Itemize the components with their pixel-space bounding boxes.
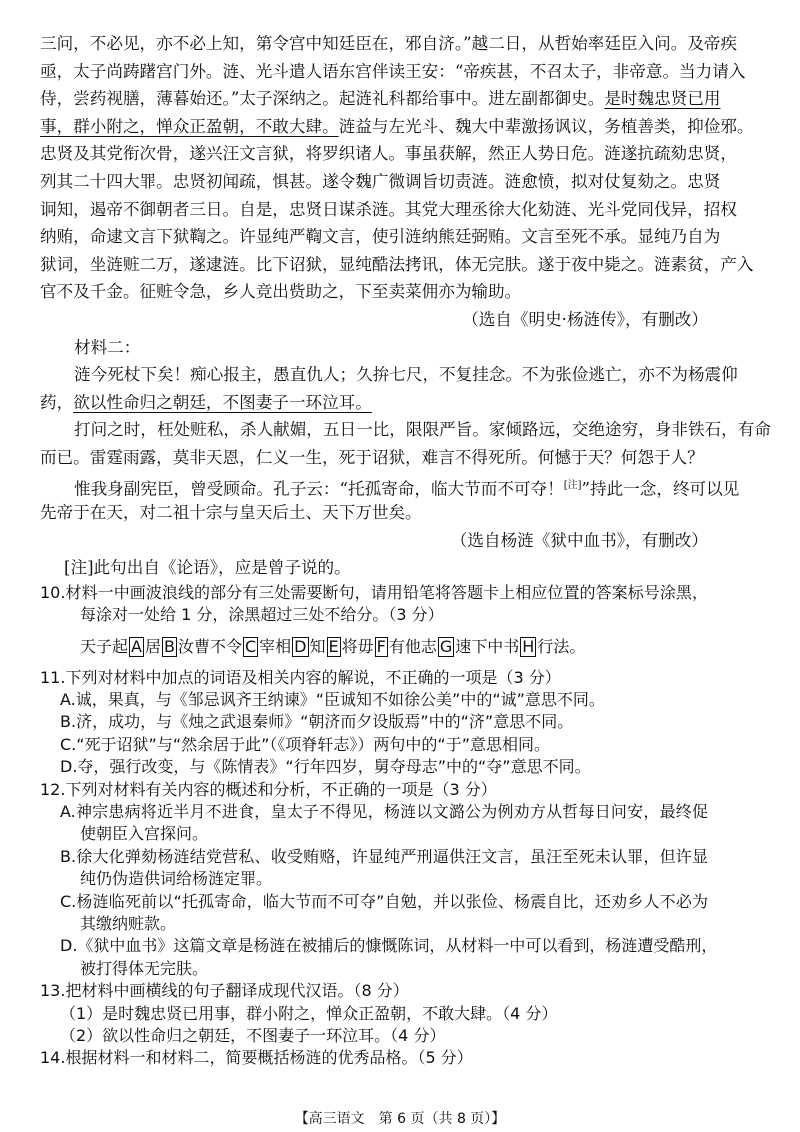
text-segment: 打问之时，枉处赃私，杀人献媚，五日一比，限限严旨。家倾路远，交绝途穷，身非铁石，有命 <box>74 420 771 440</box>
text-line <box>40 444 708 472</box>
q12-stem: 12.下列对材料有关内容的概述和分析，不正确的一项是（3 分） <box>40 779 497 799</box>
q12-option-line: 其缴纳赃款。 <box>80 913 177 933</box>
q10-stem: 10.材料一中画波浪线的部分有三处需要断句，请用铅笔将答题卡上相应位置的答案标号涂黑， <box>40 582 708 602</box>
text-line <box>40 416 771 444</box>
q12-option-line: 使朝臣入宫探问。 <box>80 824 209 844</box>
material-two-paragraph-3-line: 先帝于在天，对二祖十宗与皇天后土、天下万世矣。 <box>40 503 422 523</box>
questions <box>40 582 718 1070</box>
material-two-paragraph-1 <box>40 361 738 416</box>
text-segment: 狱词，坐涟赃二万，遂逮涟。比下诏狱，显纯酷法拷讯，体无完肤。遂于夜中毙之。涟素贫，产入 <box>40 254 754 274</box>
text-segment: 行法。 <box>537 636 586 656</box>
answer-box-A: A <box>131 636 142 656</box>
note-mark: [注] <box>563 479 582 491</box>
q13-item-2: （2）欲以性命归之朝廷，不图妻子一环泣耳。（4 分） <box>60 1025 446 1045</box>
q12-option-line: 纯仍伪造供词给杨涟定罪。 <box>80 869 273 889</box>
text-segment: 侍，尝药视膳，薄暮始还。”太子深纳之。起涟礼科都给事中。进左副都御史。 <box>40 89 605 109</box>
text-segment: 知 <box>309 636 326 656</box>
q12-option-line: 被打得体无完肤。 <box>80 958 209 978</box>
q11-option: C.“死于诏狱”与“然余居于此”（《项脊轩志》）两句中的“于”意思相同。 <box>60 734 550 754</box>
text-line <box>40 196 737 224</box>
text-segment: 将毋 <box>341 636 374 656</box>
material-two-source: （选自杨涟《狱中血书》，有删改） <box>450 530 708 550</box>
text-segment: 涟益与左光斗、魏大中辈激扬讽议，务植善类，抑俭邪。 <box>338 116 754 136</box>
text-segment: 三问，不必见，亦不必上知，第令宫中知廷臣在，邪自济。”越二日，从哲始率廷臣入问。及帝疾 <box>40 34 738 53</box>
text-segment: 而已。雷霆雨露，莫非天恩，仁义一生，死于诏狱，难言不得死所。何憾于天？何怨于人？ <box>40 447 704 467</box>
text-segment: 列其二十四大罪。忠贤初闻疏，惧甚。遂令魏广微调旨切责涟。涟愈愤，拟对仗复劾之。忠贤 <box>40 171 721 191</box>
text-line <box>40 223 721 251</box>
text-segment: 有他志 <box>388 636 437 656</box>
underlined-sentence: 欲以性命归之朝廷，不图妻子一环泣耳。 <box>73 392 372 412</box>
text-line <box>40 30 738 58</box>
q13-item-1: （1）是时魏忠贤已用事，群小附之，惮众正盈朝，不敢大肆。（4 分） <box>60 1003 558 1023</box>
q14-stem: 14.根据材料一和材料二，简要概括杨涟的优秀品格。（5 分） <box>40 1048 473 1068</box>
text-line <box>40 113 754 141</box>
q11-option: A.诚，果真，与《邹忌讽齐王纳谏》“臣诚知不如徐公美”中的“诚”意思不同。 <box>60 690 605 710</box>
text-segment: 涟今死杖下矣！痴心报主，愚直仇人；久拚七尺，不复挂念。不为张俭逃亡，亦不为杨震仰 <box>74 365 738 385</box>
text-segment: 忠贤及其党衔次骨，遂兴汪文言狱，将罗织诸人。事虽获解，然正人势日危。涟遂抗疏劾忠贤， <box>40 144 737 164</box>
q13-stem: 13.把材料中画横线的句子翻译成现代汉语。（8 分） <box>40 981 409 1001</box>
q11-option: B.济，成功，与《烛之武退秦师》“朝济而夕设版焉”中的“济”意思不同。 <box>60 712 574 732</box>
text-segment: 官不及千金。征赃令急，乡人竞出赀助之，下至卖菜佣亦为输助。 <box>40 282 522 302</box>
material-two-paragraph-3-line: 惟我身副宪臣，曾受顾命。孔子云：“托孤寄命，临大节而不可夺！[注]”持此一念，终可以见 <box>74 479 740 499</box>
text-line <box>40 168 721 196</box>
answer-box-H: H <box>522 636 535 656</box>
answer-box-D: D <box>294 636 307 656</box>
material-two-paragraph-2 <box>40 416 771 471</box>
text-line <box>40 85 721 113</box>
q10-sentence <box>40 633 708 661</box>
text-segment: 速下中书 <box>455 636 520 656</box>
text-segment: 纳贿，命逮文言下狱鞫之。许显纯严鞫文言，使引涟纳熊廷弼贿。文言至死不承。显纯乃自为 <box>40 227 721 247</box>
text-segment: 居 <box>144 636 161 656</box>
material-one <box>40 30 754 306</box>
answer-box-G: G <box>439 636 453 656</box>
text-segment: 诇知，遏帝不御朝者三日。自是，忠贤日谋杀涟。其党大理丞徐大化劾涟、光斗党同伐异，招权 <box>40 199 737 219</box>
text-segment: 宰相 <box>259 636 292 656</box>
text-segment: 汝曹不令 <box>177 636 242 656</box>
text-line <box>40 140 737 168</box>
text-line <box>40 361 738 389</box>
q12-option-line: A.神宗患病将近半月不进食，皇太子不得见，杨涟以文潞公为例劝方从哲每日问安，最终促 <box>60 802 708 821</box>
text-segment: 药， <box>40 392 74 412</box>
underlined-sentence: 是时魏忠贤已用 <box>604 89 721 109</box>
q12-option-line: B.徐大化弹劾杨涟结党营私、收受贿赂，许显纯严刑逼供汪文言，虽汪至死未认罪，但许显 <box>60 846 708 866</box>
q12-option-line: D.《狱中血书》这篇文章是杨涟在被捕后的慷慨陈词，从材料一中可以看到，杨涟遭受酷刑， <box>60 936 718 956</box>
material-two-heading: 材料二： <box>74 337 141 357</box>
text-line <box>40 389 708 417</box>
page-footer: 【高三语文 第 6 页（共 8 页）】 <box>294 1111 506 1127</box>
q11-stem: 11.下列对材料中加点的词语及相关内容的解说，不正确的一项是（3 分） <box>40 667 561 687</box>
text-segment: 天子起 <box>80 636 129 656</box>
answer-box-B: B <box>163 636 175 656</box>
answer-box-E: E <box>328 636 339 656</box>
answer-box-C: C <box>244 636 257 656</box>
answer-box-F: F <box>376 636 386 656</box>
underlined-sentence: 事，群小附之，惮众正盈朝，不敢大肆。 <box>40 116 339 136</box>
q10-stem-cont: 每涂对一处给 1 分，涂黑超过三处不给分。（3 分） <box>80 605 444 625</box>
q11-option: D.夺，强行改变，与《陈情表》“行年四岁，舅夺母志”中的“夺”意思不同。 <box>60 757 591 777</box>
q12-option-line: C.杨涟临死前以“托孤寄命，临大节而不可夺”自勉，并以张俭、杨震自比，还劝乡人不必为 <box>60 891 708 911</box>
text-segment: 亟，太子尚踌躇宫门外。涟、光斗遣人语东宫伴读王安：“帝疾甚，不召太子，非帝意。当力请入 <box>40 61 746 81</box>
text-line <box>40 278 708 306</box>
footnote: [注]此句出自《论语》，应是曾子说的。 <box>64 558 351 578</box>
material-one-source: （选自《明史·杨涟传》，有删改） <box>462 309 708 329</box>
text-line <box>40 58 746 86</box>
exam-page <box>40 30 771 1070</box>
text-line <box>40 251 754 279</box>
